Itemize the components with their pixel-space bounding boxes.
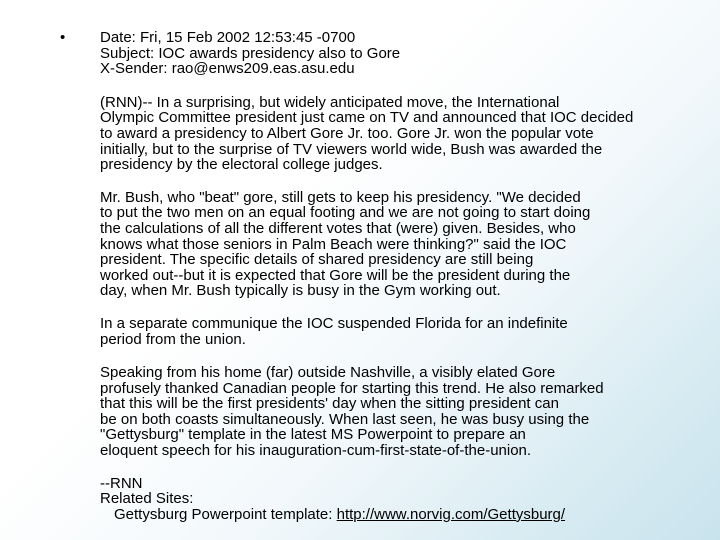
email-footer xyxy=(100,476,700,523)
header-sender: X-Sender: rao@enws209.eas.asu.edu xyxy=(100,60,355,78)
template-label: Gettysburg Powerpoint template: xyxy=(114,505,337,523)
template-line xyxy=(100,507,700,523)
paragraph-gore: Speaking from his home (far) outside Nashville, a visibly elated Gore profusely thanked Canadian people for starting this trend. He also remarked that this will be the first presidents' day when the sitting president can be on both coasts simultaneously. When last seen, he was busy using the "Gettysburg" template in the latest MS Powerpoint to prepare an eloquent speech for his inauguration-cum-first-state-of-the-union. xyxy=(100,364,604,460)
header-date: Date: Fri, 15 Feb 2002 12:53:45 -0700 xyxy=(100,29,356,46)
signature: --RNN xyxy=(100,474,143,492)
bullet-icon: • xyxy=(60,29,66,46)
gettysburg-link[interactable]: http://www.norvig.com/Gettysburg/ xyxy=(336,505,566,523)
paragraph-florida: In a separate communique the IOC suspended Florida for an indefinite period from the union. xyxy=(100,314,568,348)
email-headers xyxy=(100,30,700,77)
related-sites-label: Related Sites: xyxy=(100,490,194,508)
email-body xyxy=(100,30,700,522)
paragraph-intro: (RNN)-- In a surprising, but widely anticipated move, the International Olympic Committee president just came on TV and announced that IOC decided to award a presidency to Albert Gore Jr. too. Gore Jr. won the popular vote initially, but to the surprise of TV viewers world wide, Bush was awarded the presidency by the electoral college judges. xyxy=(100,93,634,174)
header-subject: Subject: IOC awards presidency also to Gore xyxy=(100,44,401,62)
paragraph-bush: Mr. Bush, who "beat" gore, still gets to keep his presidency. "We decided to put the two men on an equal footing and we are not going to start doing the calculations of all the different votes that (were) given. Besides, who knows what those seniors in Palm Beach were thinking?" said the IOC president. The specific details of shared presidency are still being worked out--but it is expected that Gore will be the president during the day, when Mr. Bush typically is busy in the Gym working out. xyxy=(100,188,591,300)
